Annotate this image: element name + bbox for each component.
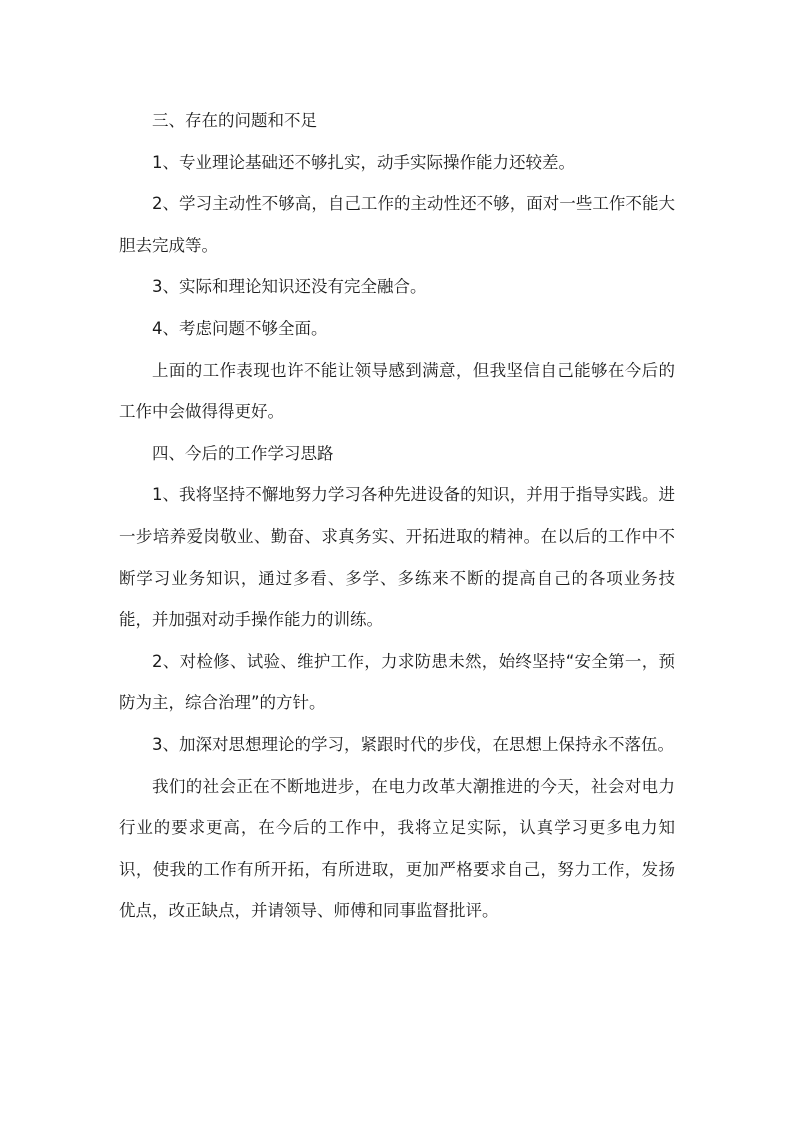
plan-item-2: 2、对检修、试验、维护工作，力求防患未然，始终坚持“安全第一，预防为主，综合治理”的方针。 bbox=[119, 651, 675, 713]
section-heading-future-plan: 四、今后的工作学习思路 bbox=[152, 443, 334, 463]
section-heading-problems: 三、存在的问题和不足 bbox=[152, 111, 317, 130]
document-body bbox=[119, 100, 675, 932]
summary-paragraph: 上面的工作表现也许不能让领导感到满意，但我坚信自己能够在今后的工作中会做得得更好。 bbox=[119, 360, 675, 422]
problem-item-4: 4、考虑问题不够全面。 bbox=[152, 318, 328, 338]
closing-paragraph: 我们的社会正在不断地进步，在电力改革大潮推进的今天，社会对电力行业的要求更高，在今后的工作中，我将立足实际，认真学习更多电力知识，使我的工作有所开拓，有所进取，更加严格要求自己，努力工作，发扬优点，改正缺点，并请领导、师傅和同事监督批评。 bbox=[119, 776, 675, 921]
problem-item-2: 2、学习主动性不够高，自己工作的主动性还不够，面对一些工作不能大胆去完成等。 bbox=[119, 194, 675, 255]
problem-item-1: 1、专业理论基础还不够扎实，动手实际操作能力还较差。 bbox=[152, 152, 575, 172]
plan-item-1: 1、我将坚持不懈地努力学习各种先进设备的知识，并用于指导实践。进一步培养爱岗敬业、勤奋、求真务实、开拓进取的精神。在以后的工作中不断学习业务知识，通过多看、多学、多练来不断的提高自己的各项业务技能，并加强对动手操作能力的训练。 bbox=[119, 485, 675, 630]
problem-item-3: 3、实际和理论知识还没有完全融合。 bbox=[152, 277, 427, 297]
plan-item-3: 3、加深对思想理论的学习，紧跟时代的步伐，在思想上保持永不落伍。 bbox=[152, 734, 674, 754]
